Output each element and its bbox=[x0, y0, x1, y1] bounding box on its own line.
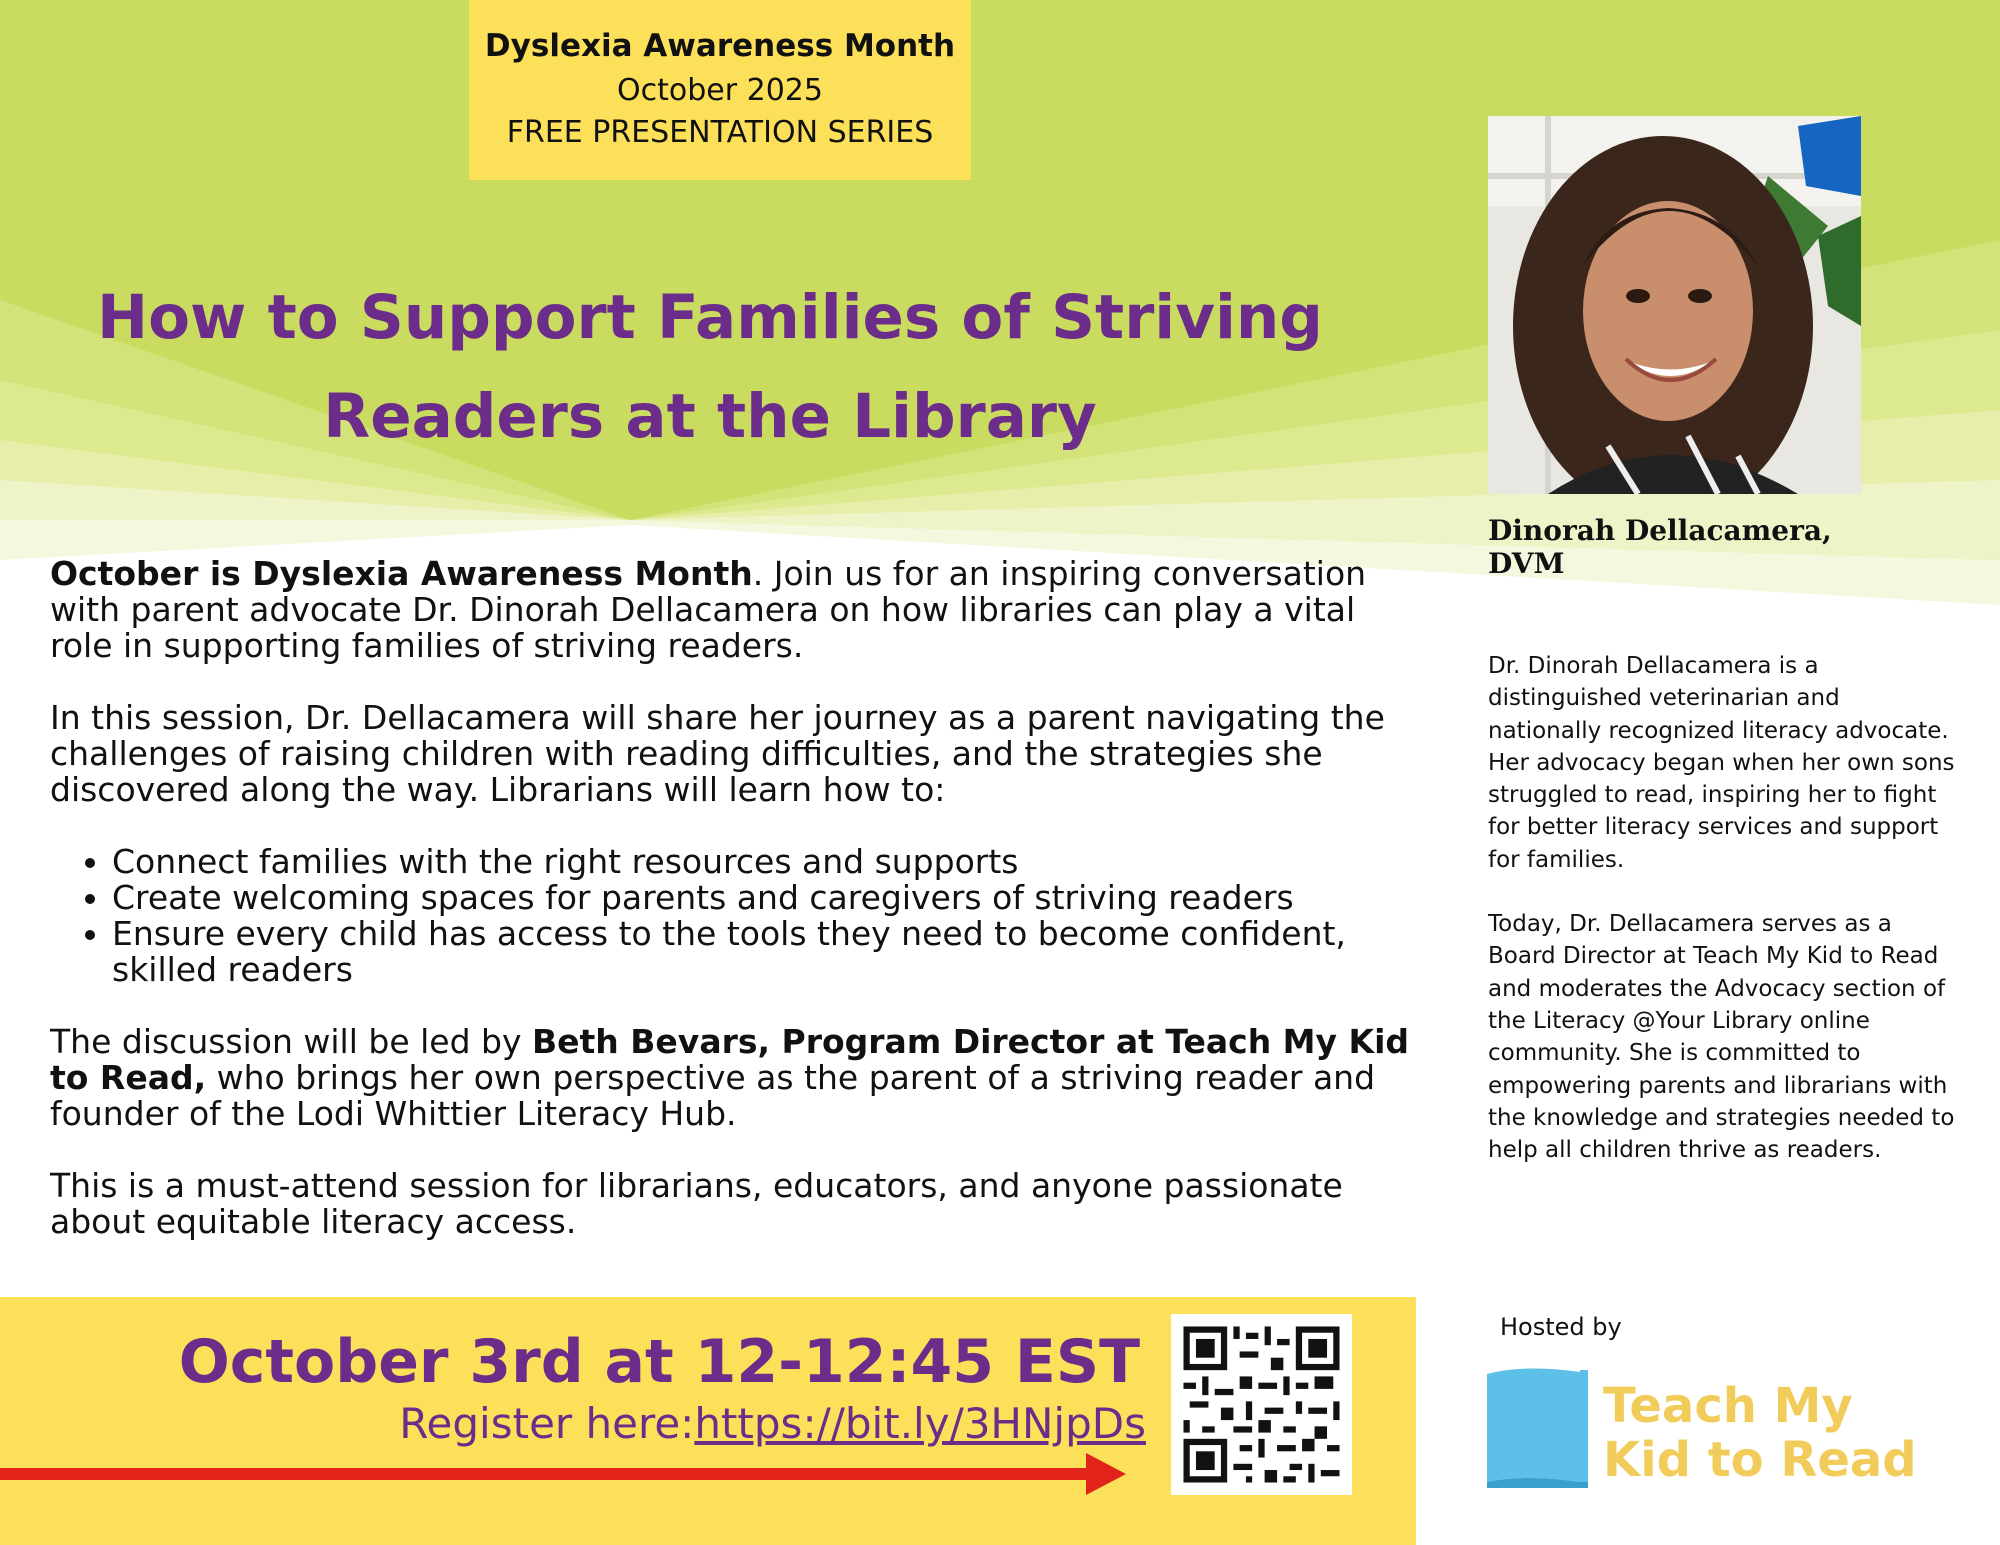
series-tag bbox=[469, 0, 971, 180]
learning-list bbox=[50, 844, 1410, 988]
register-label: Register here: bbox=[399, 1399, 695, 1448]
qr-code-icon[interactable] bbox=[1171, 1314, 1352, 1495]
session-paragraph: In this session, Dr. Dellacamera will share her journey as a parent navigating the challenges of raising children with reading difficulties, and the strategies she discovered along the way. Librarians will learn how to: bbox=[50, 698, 1385, 809]
discussion-pre: The discussion will be led by bbox=[50, 1022, 532, 1061]
arrow-icon bbox=[0, 1453, 1130, 1497]
teach-my-kid-to-read-logo bbox=[1485, 1364, 1965, 1489]
title-line-2: Readers at the Library bbox=[323, 381, 1097, 452]
intro-bold: October is Dyslexia Awareness Month bbox=[50, 554, 753, 593]
event-banner bbox=[0, 1297, 1416, 1545]
hosted-by-label: Hosted by bbox=[1500, 1313, 1622, 1341]
list-item: • Create welcoming spaces for parents and caregivers of striving readers bbox=[112, 880, 1410, 916]
intro-paragraph bbox=[50, 556, 1410, 664]
event-description bbox=[50, 556, 1410, 1276]
list-item: • Ensure every child has access to the tools they need to become confident, skilled readers bbox=[112, 916, 1410, 988]
logo-line-2: Kid to Read bbox=[1603, 1432, 1917, 1488]
series-label: FREE PRESENTATION SERIES bbox=[506, 115, 934, 150]
bio-paragraph: Today, Dr. Dellacamera serves as a Board Director at Teach My Kid to Read and moderates the Advocacy section of the Literacy @Your Library online community. She is committed to empowering parents and librarians with the knowledge and strategies needed to help all children thrive as readers. bbox=[1488, 911, 1955, 1164]
series-name: Dyslexia Awareness Month bbox=[484, 28, 956, 64]
intro-text: . Join us for an inspiring conversation with parent advocate Dr. Dinorah Dellacamera on how libraries can play a vital role in supporting families of striving readers. bbox=[50, 554, 1367, 665]
title-line-1: How to Support Families of Striving bbox=[97, 282, 1323, 353]
logo-line-1: Teach My bbox=[1603, 1378, 1853, 1434]
event-date: October 3rd at 12-12:45 EST bbox=[178, 1327, 1140, 1397]
bio-paragraph: Dr. Dinorah Dellacamera is a distinguished veterinarian and nationally recognized literacy advocate. Her advocacy began when her own sons struggled to read, inspiring her to fight for better literacy services and support for families. bbox=[1488, 653, 1955, 873]
discussion-post: who brings her own perspective as the parent of a striving reader and founder of the Lodi Whittier Literacy Hub. bbox=[50, 1058, 1376, 1133]
closing-paragraph: This is a must-attend session for librarians, educators, and anyone passionate about equitable literacy access. bbox=[50, 1166, 1343, 1241]
discussion-leader: Beth Bevars, Program Director at Teach My Kid to Read, bbox=[50, 1022, 1410, 1097]
speaker-photo bbox=[1488, 116, 1861, 494]
register-line bbox=[399, 1399, 1146, 1448]
series-month: October 2025 bbox=[617, 73, 823, 108]
discussion-paragraph bbox=[50, 1024, 1410, 1132]
list-item: • Connect families with the right resources and supports bbox=[112, 844, 1410, 880]
speaker-bio bbox=[1488, 650, 1958, 1198]
speaker-name: Dinorah Dellacamera, DVM bbox=[1488, 514, 1832, 580]
register-link[interactable]: https://bit.ly/3HNjpDs bbox=[694, 1399, 1146, 1448]
page-title bbox=[40, 268, 1380, 466]
